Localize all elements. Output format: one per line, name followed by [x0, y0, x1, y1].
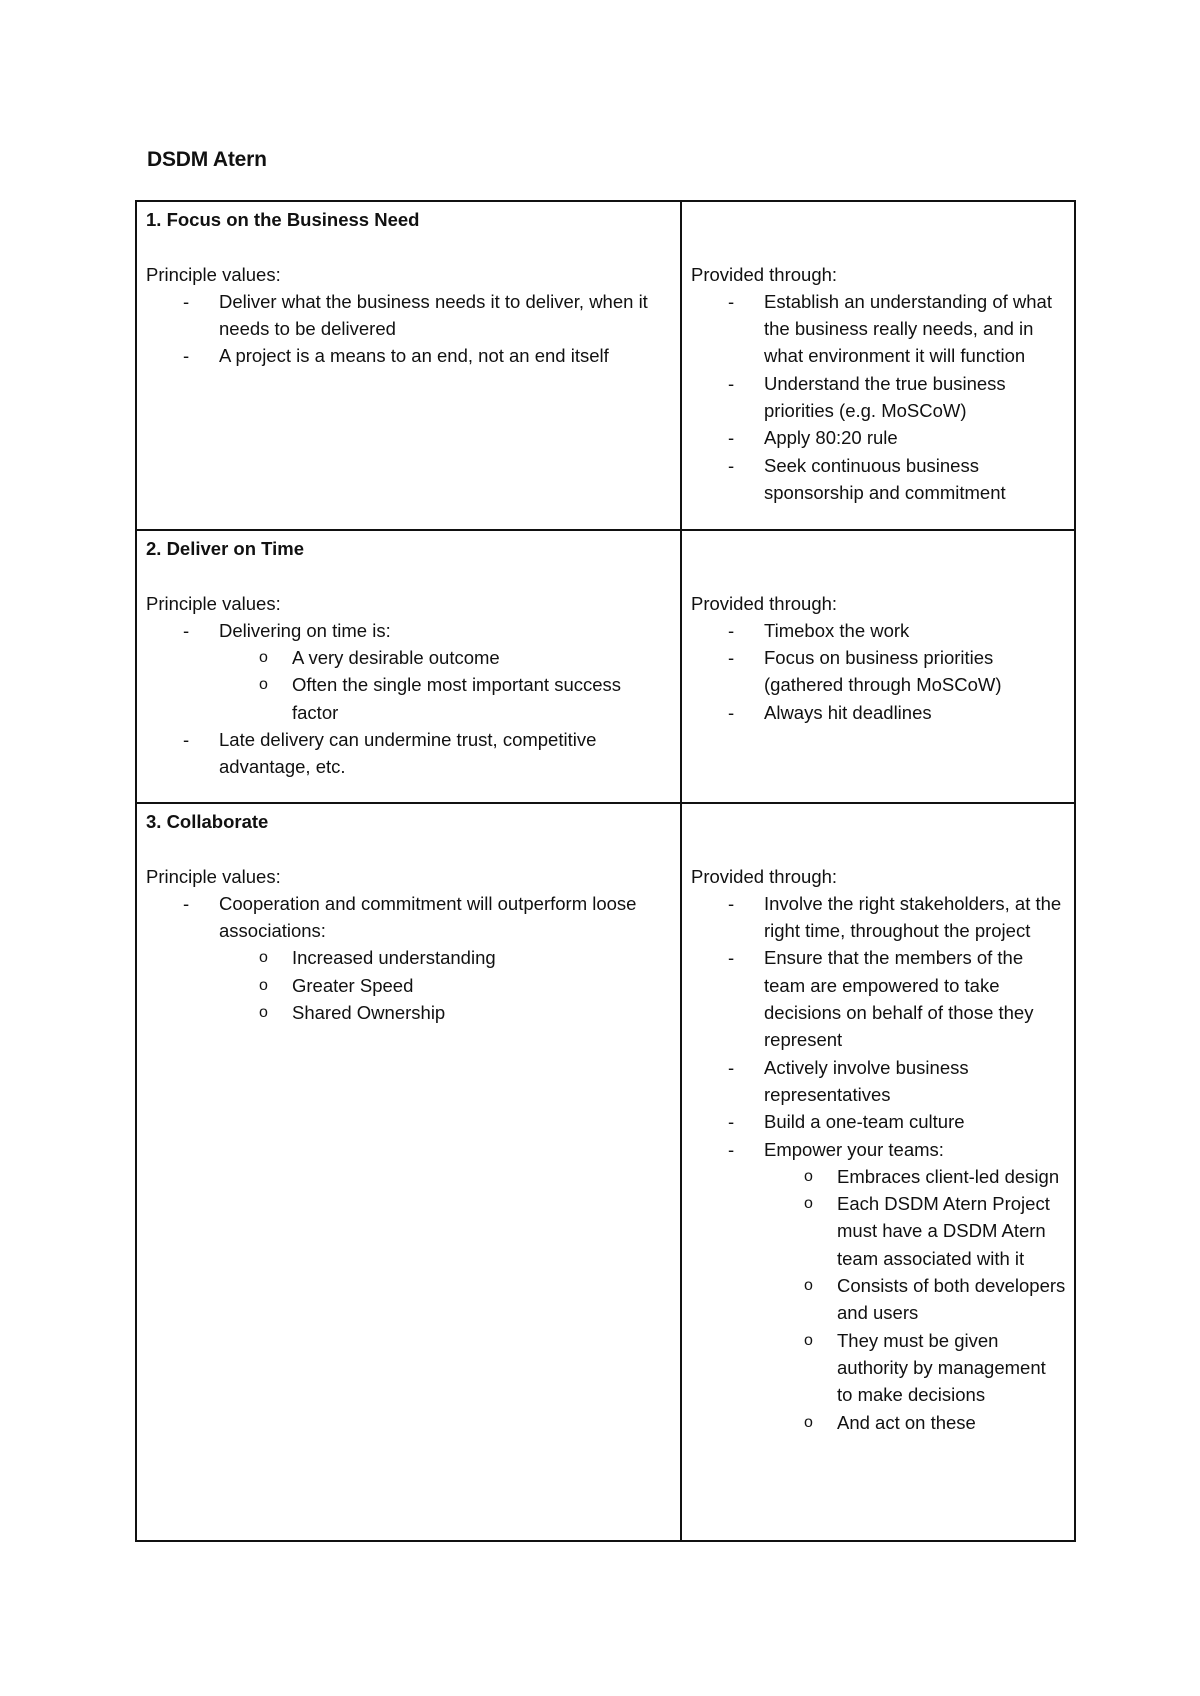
list-item [764, 944, 1066, 1053]
list-item [764, 890, 1066, 945]
spacer [146, 562, 672, 589]
list-item [219, 726, 672, 781]
bullet-list [146, 288, 672, 370]
bullet-list [146, 617, 672, 781]
list-item-text: Apply 80:20 rule [764, 427, 898, 449]
spacer [691, 206, 1066, 233]
list-item-text: Cooperation and commitment will outperform loose associations: [219, 892, 637, 942]
list-item [219, 617, 672, 726]
sub-bullet-list [764, 1163, 1066, 1436]
principle-values-cell [136, 803, 681, 1541]
sub-list-item: o They must be given authority by management to make decisions [837, 1327, 1066, 1409]
sub-list-item: o Each DSDM Atern Project must have a DSDM Atern team associated with it [837, 1190, 1066, 1272]
principle-values-label: Principle values: [146, 592, 281, 614]
sub-list-item: o Often the single most important success factor [292, 671, 672, 726]
list-item [764, 617, 1066, 644]
list-item-text: Build a one-team culture [764, 1111, 965, 1133]
sub-list-item: o Greater Speed [292, 972, 672, 999]
principles-table [135, 200, 1076, 1542]
list-item-text: Always hit deadlines [764, 701, 932, 723]
list-item [764, 1136, 1066, 1436]
principle-heading: 3. Collaborate [146, 811, 269, 832]
sub-list-item: o Increased understanding [292, 944, 672, 971]
provided-through-label: Provided through: [691, 263, 838, 285]
bullet-list [146, 890, 672, 1026]
principle-values-label: Principle values: [146, 263, 281, 285]
list-item-text: Empower your teams: [764, 1138, 944, 1160]
principle-row [136, 201, 1075, 530]
principle-row [136, 530, 1075, 803]
bullet-list [691, 617, 1066, 726]
list-item [764, 1054, 1066, 1109]
spacer [146, 233, 672, 260]
sub-list-item: o Embraces client-led design [837, 1163, 1066, 1190]
principle-values-cell [136, 530, 681, 803]
sub-list-item: o Consists of both developers and users [837, 1272, 1066, 1327]
list-item-text: Ensure that the members of the team are empowered to take decisions on behalf of those they represent [764, 947, 1034, 1051]
list-item [764, 288, 1066, 370]
principle-values-label: Principle values: [146, 865, 281, 887]
list-item-text: Delivering on time is: [219, 619, 391, 641]
list-item-text: Focus on business priorities (gathered through MoSCoW) [764, 647, 1002, 696]
spacer [146, 835, 672, 862]
provided-through-cell [681, 803, 1075, 1541]
list-item [764, 1108, 1066, 1135]
list-item-text: Actively involve business representatives [764, 1056, 969, 1105]
bullet-list [691, 288, 1066, 506]
principles-table-body [136, 201, 1075, 1541]
list-item [764, 370, 1066, 425]
provided-through-cell [681, 530, 1075, 803]
list-item-text: Late delivery can undermine trust, competitive advantage, etc. [219, 729, 597, 778]
list-item-text: Understand the true business priorities (e.g. MoSCoW) [764, 372, 1006, 422]
list-item-text: Seek continuous business sponsorship and commitment [764, 454, 1006, 503]
list-item-text: Establish an understanding of what the business really needs, and in what environment it will function [764, 290, 1052, 367]
list-item-text: Timebox the work [764, 619, 910, 641]
spacer [691, 808, 1066, 835]
sub-bullet-list [219, 944, 672, 1026]
list-item [764, 644, 1066, 699]
sub-list-item: o Shared Ownership [292, 999, 672, 1026]
provided-through-label: Provided through: [691, 592, 838, 614]
sub-list-item: o And act on these [837, 1409, 1066, 1436]
spacer [691, 835, 1066, 862]
list-item [219, 890, 672, 1026]
sub-list-item: o A very desirable outcome [292, 644, 672, 671]
spacer [691, 535, 1066, 562]
sub-bullet-list [219, 644, 672, 726]
list-item [219, 288, 672, 343]
list-item [764, 699, 1066, 726]
spacer [691, 562, 1066, 589]
list-item-text: Deliver what the business needs it to deliver, when it needs to be delivered [219, 290, 648, 340]
list-item-text: Involve the right stakeholders, at the right time, throughout the project [764, 892, 1062, 942]
spacer [691, 233, 1066, 260]
list-item [764, 452, 1066, 507]
list-item [219, 342, 672, 369]
document-title: DSDM Atern [147, 148, 267, 171]
provided-through-label: Provided through: [691, 865, 838, 887]
principle-row [136, 803, 1075, 1541]
principle-heading: 2. Deliver on Time [146, 538, 304, 559]
list-item [764, 424, 1066, 451]
provided-through-cell [681, 201, 1075, 530]
list-item-text: A project is a means to an end, not an end itself [219, 345, 609, 367]
principle-heading: 1. Focus on the Business Need [146, 209, 420, 230]
bullet-list [691, 890, 1066, 1436]
principle-values-cell [136, 201, 681, 530]
